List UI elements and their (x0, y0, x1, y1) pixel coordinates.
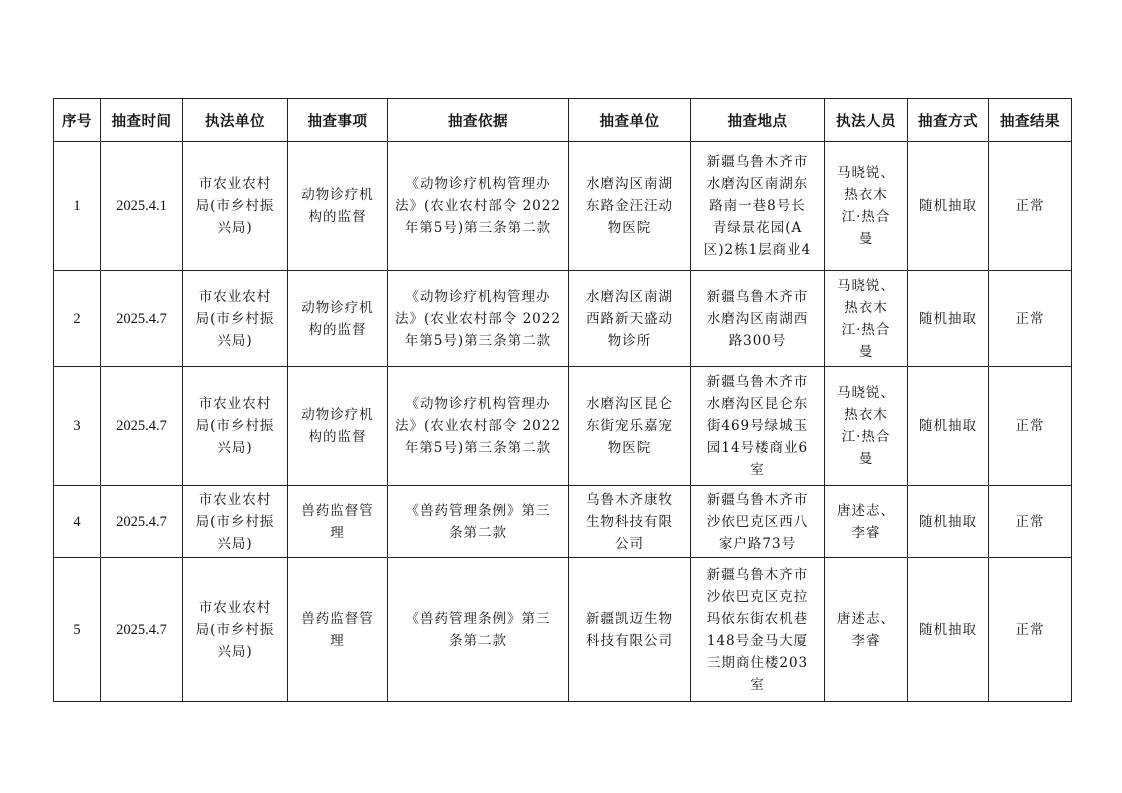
cell-time: 2025.4.7 (101, 486, 183, 558)
cell-item (288, 271, 388, 367)
cell-text: 水磨沟区南湖 西路新天盛动 物诊所 (586, 288, 673, 349)
cell-location (691, 367, 825, 486)
header-enforcement-unit: 执法单位 (183, 99, 288, 142)
cell-text: 《动物诊疗机构管理办 法》(农业农村部令 2022 年第5号)第三条第二款 (395, 176, 561, 236)
cell-basis (388, 142, 569, 271)
cell-location (691, 271, 825, 367)
cell-text: 市农业农村 局(市乡村振 兴局) (195, 176, 275, 236)
cell-text: 《兽药管理条例》第三 条第二款 (405, 502, 551, 541)
cell-result: 正常 (989, 142, 1072, 271)
cell-enforcement-unit (183, 271, 288, 367)
cell-seq: 2 (54, 271, 101, 367)
cell-item (288, 486, 388, 558)
cell-text: 市农业农村 局(市乡村振 兴局) (195, 491, 275, 552)
cell-officers (825, 367, 908, 486)
cell-text: 市农业农村 局(市乡村振 兴局) (195, 599, 275, 660)
cell-basis (388, 271, 569, 367)
cell-result: 正常 (989, 558, 1072, 702)
cell-text: 《动物诊疗机构管理办 法》(农业农村部令 2022 年第5号)第三条第二款 (395, 288, 561, 349)
cell-time: 2025.4.7 (101, 367, 183, 486)
cell-text: 新疆凯迈生物 科技有限公司 (586, 610, 673, 649)
cell-time: 2025.4.1 (101, 142, 183, 271)
cell-item (288, 142, 388, 271)
cell-seq: 1 (54, 142, 101, 271)
cell-officers (825, 271, 908, 367)
cell-method: 随机抽取 (908, 367, 989, 486)
cell-text: 兽药监督管 理 (301, 502, 374, 541)
cell-text: 唐述志、 李睿 (837, 610, 895, 649)
header-method: 抽查方式 (908, 99, 989, 142)
cell-method: 随机抽取 (908, 558, 989, 702)
document-page (53, 98, 1072, 702)
cell-enforcement-unit (183, 486, 288, 558)
header-inspected-unit: 抽查单位 (569, 99, 691, 142)
cell-seq: 4 (54, 486, 101, 558)
cell-result: 正常 (989, 367, 1072, 486)
cell-text: 水磨沟区南湖 东路金汪汪动 物医院 (586, 176, 673, 236)
cell-text: 动物诊疗机 构的监督 (301, 407, 374, 445)
cell-text: 兽药监督管 理 (301, 610, 374, 649)
cell-officers (825, 486, 908, 558)
cell-text: 动物诊疗机 构的监督 (301, 187, 374, 225)
table-row (54, 367, 1072, 486)
cell-time: 2025.4.7 (101, 271, 183, 367)
cell-enforcement-unit (183, 142, 288, 271)
cell-text: 《动物诊疗机构管理办 法》(农业农村部令 2022 年第5号)第三条第二款 (395, 396, 561, 456)
cell-method: 随机抽取 (908, 486, 989, 558)
cell-inspected-unit (569, 271, 691, 367)
cell-text: 唐述志、 李睿 (837, 502, 895, 541)
cell-officers (825, 558, 908, 702)
cell-item (288, 558, 388, 702)
cell-seq: 5 (54, 558, 101, 702)
cell-text: 新疆乌鲁木齐市 水磨沟区南湖东 路南一巷8号长 青绿景花园(A 区)2栋1层商业4 (703, 154, 812, 258)
cell-time: 2025.4.7 (101, 558, 183, 702)
cell-result: 正常 (989, 486, 1072, 558)
cell-text: 动物诊疗机 构的监督 (301, 299, 374, 338)
cell-result: 正常 (989, 271, 1072, 367)
cell-item (288, 367, 388, 486)
cell-basis (388, 367, 569, 486)
cell-text: 新疆乌鲁木齐市 沙依巴克区克拉 玛依东街农机巷 148号金马大厦 三期商住楼203 室 (706, 566, 809, 693)
cell-location (691, 486, 825, 558)
cell-text: 马晓锐、 热衣木 江·热合 曼 (837, 277, 895, 360)
cell-enforcement-unit (183, 367, 288, 486)
cell-seq: 3 (54, 367, 101, 486)
header-result: 抽查结果 (989, 99, 1072, 142)
cell-inspected-unit (569, 367, 691, 486)
cell-text: 马晓锐、 热衣木 江·热合 曼 (837, 165, 895, 247)
cell-text: 马晓锐、 热衣木 江·热合 曼 (837, 385, 895, 467)
cell-text: 乌鲁木齐康牧 生物科技有限 公司 (586, 491, 673, 552)
cell-text: 新疆乌鲁木齐市 水磨沟区昆仑东 街469号绿城玉 园14号楼商业6 室 (706, 374, 809, 478)
cell-text: 新疆乌鲁木齐市 沙依巴克区西八 家户路73号 (706, 491, 809, 552)
cell-text: 水磨沟区昆仑 东街宠乐嘉宠 物医院 (586, 396, 673, 456)
header-seq: 序号 (54, 99, 101, 142)
cell-text: 市农业农村 局(市乡村振 兴局) (195, 396, 275, 456)
header-item: 抽查事项 (288, 99, 388, 142)
header-time: 抽查时间 (101, 99, 183, 142)
table-header-row (54, 99, 1072, 142)
cell-text: 《兽药管理条例》第三 条第二款 (405, 610, 551, 649)
header-location: 抽查地点 (691, 99, 825, 142)
cell-location (691, 142, 825, 271)
table-row (54, 486, 1072, 558)
cell-text: 新疆乌鲁木齐市 水磨沟区南湖西 路300号 (706, 288, 809, 349)
cell-text: 市农业农村 局(市乡村振 兴局) (195, 288, 275, 349)
cell-basis (388, 486, 569, 558)
cell-inspected-unit (569, 142, 691, 271)
cell-basis (388, 558, 569, 702)
cell-enforcement-unit (183, 558, 288, 702)
cell-location (691, 558, 825, 702)
cell-inspected-unit (569, 486, 691, 558)
header-basis: 抽查依据 (388, 99, 569, 142)
table-row (54, 558, 1072, 702)
cell-officers (825, 142, 908, 271)
table-row (54, 142, 1072, 271)
cell-inspected-unit (569, 558, 691, 702)
cell-method: 随机抽取 (908, 142, 989, 271)
inspection-table (53, 98, 1072, 702)
cell-method: 随机抽取 (908, 271, 989, 367)
header-officers: 执法人员 (825, 99, 908, 142)
table-row (54, 271, 1072, 367)
